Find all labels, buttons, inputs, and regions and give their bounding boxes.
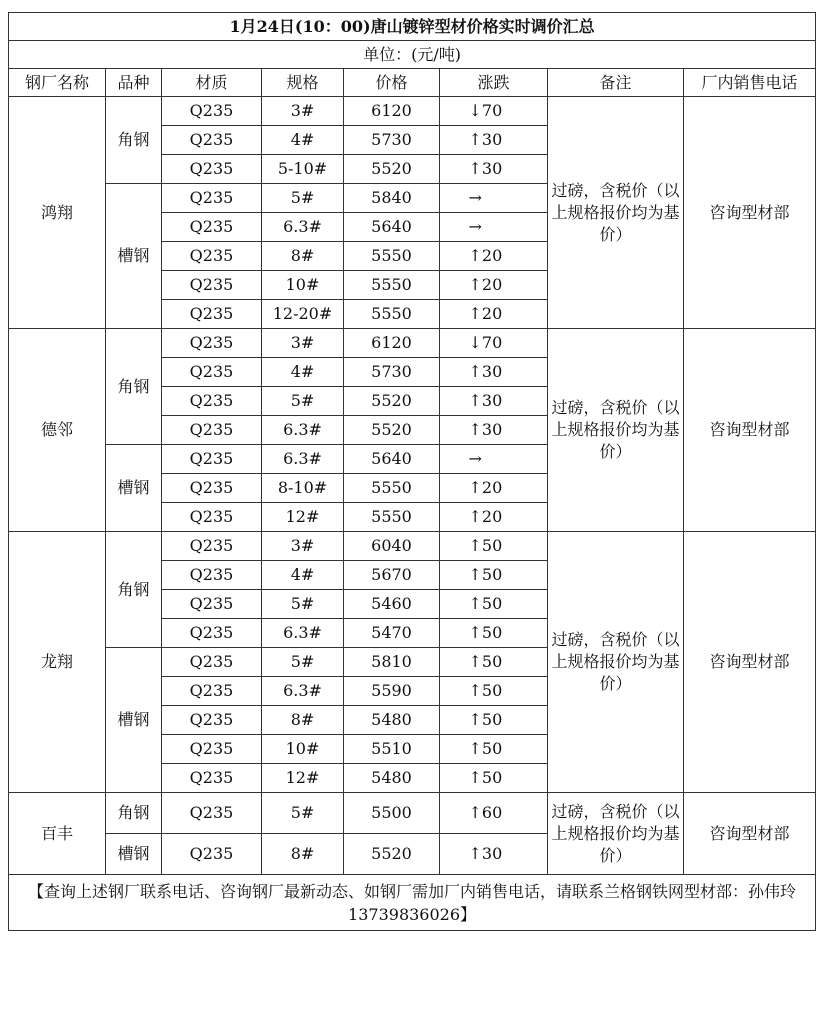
header-change: 涨跌: [440, 69, 548, 97]
variety-cell: 槽钢: [106, 445, 162, 532]
price-cell: 6120: [344, 329, 440, 358]
change-value: →: [468, 188, 482, 207]
mill-name: 鸿翔: [9, 97, 106, 329]
change-cell: [440, 155, 548, 184]
change-value: ↑50: [468, 710, 503, 729]
change-value: ↓70: [468, 333, 503, 352]
spec-cell: 10#: [262, 735, 344, 764]
change-value: ↑50: [468, 594, 503, 613]
change-cell: [440, 416, 548, 445]
phone-cell: 咨询型材部: [684, 532, 816, 793]
footer-contact-note: 【查询上述钢厂联系电话、咨询钢厂最新动态、如钢厂需加厂内销售电话，请联系兰格钢铁网型材部：孙伟玲13739836026】: [9, 875, 816, 931]
price-cell: 5520: [344, 416, 440, 445]
change-cell: [440, 706, 548, 735]
spec-cell: 6.3#: [262, 619, 344, 648]
table-title: 1月24日(10：00)唐山镀锌型材价格实时调价汇总: [9, 13, 816, 41]
change-value: ↓70: [468, 101, 503, 120]
change-value: ↑20: [468, 478, 503, 497]
change-cell: [440, 97, 548, 126]
spec-cell: 4#: [262, 561, 344, 590]
phone-cell: 咨询型材部: [684, 329, 816, 532]
header-spec: 规格: [262, 69, 344, 97]
price-cell: 6120: [344, 97, 440, 126]
unit-label: 单位：(元/吨): [9, 41, 816, 69]
price-table: [8, 12, 816, 931]
header-mill: 钢厂名称: [9, 69, 106, 97]
price-cell: 5840: [344, 184, 440, 213]
change-cell: [440, 532, 548, 561]
variety-cell: 槽钢: [106, 184, 162, 329]
change-value: ↑30: [468, 159, 503, 178]
change-value: ↑50: [468, 565, 503, 584]
change-value: ↑20: [468, 275, 503, 294]
header-price: 价格: [344, 69, 440, 97]
change-cell: [440, 358, 548, 387]
mill-name: 龙翔: [9, 532, 106, 793]
change-cell: [440, 793, 548, 834]
material-cell: Q235: [162, 445, 262, 474]
price-cell: 5480: [344, 764, 440, 793]
change-value: ↑20: [468, 246, 503, 265]
price-cell: 5670: [344, 561, 440, 590]
price-cell: 5470: [344, 619, 440, 648]
material-cell: Q235: [162, 532, 262, 561]
table-row: [9, 793, 816, 834]
price-cell: 5550: [344, 474, 440, 503]
change-cell: [440, 387, 548, 416]
material-cell: Q235: [162, 648, 262, 677]
price-cell: 5460: [344, 590, 440, 619]
spec-cell: 3#: [262, 532, 344, 561]
spec-cell: 12#: [262, 503, 344, 532]
material-cell: Q235: [162, 735, 262, 764]
price-cell: 5550: [344, 503, 440, 532]
change-cell: [440, 126, 548, 155]
material-cell: Q235: [162, 706, 262, 735]
phone-cell: 咨询型材部: [684, 97, 816, 329]
spec-cell: 6.3#: [262, 677, 344, 706]
price-cell: 5640: [344, 213, 440, 242]
header-phone: 厂内销售电话: [684, 69, 816, 97]
spec-cell: 3#: [262, 329, 344, 358]
spec-cell: 6.3#: [262, 213, 344, 242]
header-row: [9, 69, 816, 97]
price-cell: 5590: [344, 677, 440, 706]
variety-cell: 角钢: [106, 532, 162, 648]
spec-cell: 10#: [262, 271, 344, 300]
material-cell: Q235: [162, 387, 262, 416]
spec-cell: 5#: [262, 387, 344, 416]
header-note: 备注: [548, 69, 684, 97]
material-cell: Q235: [162, 834, 262, 875]
spec-cell: 8-10#: [262, 474, 344, 503]
material-cell: Q235: [162, 126, 262, 155]
material-cell: Q235: [162, 242, 262, 271]
change-cell: [440, 184, 548, 213]
change-value: ↑50: [468, 739, 503, 758]
spec-cell: 5#: [262, 648, 344, 677]
phone-cell: 咨询型材部: [684, 793, 816, 875]
change-value: ↑20: [468, 304, 503, 323]
spec-cell: 4#: [262, 358, 344, 387]
change-value: ↑50: [468, 652, 503, 671]
change-cell: [440, 619, 548, 648]
material-cell: Q235: [162, 358, 262, 387]
spec-cell: 4#: [262, 126, 344, 155]
spec-cell: 8#: [262, 706, 344, 735]
note-cell: 过磅，含税价（以上规格报价均为基价）: [548, 793, 684, 875]
table-row: [9, 97, 816, 126]
spec-cell: 5-10#: [262, 155, 344, 184]
price-cell: 5480: [344, 706, 440, 735]
price-cell: 5640: [344, 445, 440, 474]
variety-cell: 槽钢: [106, 648, 162, 793]
note-cell: 过磅，含税价（以上规格报价均为基价）: [548, 532, 684, 793]
variety-cell: 角钢: [106, 97, 162, 184]
header-variety: 品种: [106, 69, 162, 97]
price-summary-sheet: [8, 12, 815, 931]
spec-cell: 12#: [262, 764, 344, 793]
change-cell: [440, 648, 548, 677]
change-value: ↑60: [468, 803, 503, 822]
variety-cell: 角钢: [106, 329, 162, 445]
change-cell: [440, 474, 548, 503]
mill-name: 德邻: [9, 329, 106, 532]
spec-cell: 5#: [262, 184, 344, 213]
change-cell: [440, 445, 548, 474]
price-cell: 5550: [344, 300, 440, 329]
change-value: ↑30: [468, 844, 503, 863]
material-cell: Q235: [162, 155, 262, 184]
price-cell: 5520: [344, 834, 440, 875]
material-cell: Q235: [162, 97, 262, 126]
change-cell: [440, 735, 548, 764]
spec-cell: 8#: [262, 242, 344, 271]
price-cell: 5500: [344, 793, 440, 834]
table-row: [9, 329, 816, 358]
header-material: 材质: [162, 69, 262, 97]
change-cell: [440, 271, 548, 300]
price-cell: 5730: [344, 126, 440, 155]
price-cell: 5520: [344, 155, 440, 184]
material-cell: Q235: [162, 474, 262, 503]
spec-cell: 5#: [262, 793, 344, 834]
material-cell: Q235: [162, 416, 262, 445]
material-cell: Q235: [162, 503, 262, 532]
table-row: [9, 532, 816, 561]
material-cell: Q235: [162, 677, 262, 706]
change-cell: [440, 677, 548, 706]
change-cell: [440, 503, 548, 532]
material-cell: Q235: [162, 300, 262, 329]
spec-cell: 8#: [262, 834, 344, 875]
price-cell: 5520: [344, 387, 440, 416]
material-cell: Q235: [162, 184, 262, 213]
change-value: →: [468, 449, 482, 468]
material-cell: Q235: [162, 793, 262, 834]
price-cell: 5810: [344, 648, 440, 677]
change-cell: [440, 213, 548, 242]
change-cell: [440, 590, 548, 619]
price-cell: 5550: [344, 271, 440, 300]
spec-cell: 6.3#: [262, 416, 344, 445]
change-value: ↑30: [468, 391, 503, 410]
change-cell: [440, 561, 548, 590]
change-value: ↑30: [468, 362, 503, 381]
spec-cell: 12-20#: [262, 300, 344, 329]
change-value: ↑30: [468, 130, 503, 149]
mill-name: 百丰: [9, 793, 106, 875]
variety-cell: 角钢: [106, 793, 162, 834]
change-cell: [440, 300, 548, 329]
material-cell: Q235: [162, 764, 262, 793]
change-cell: [440, 764, 548, 793]
price-cell: 6040: [344, 532, 440, 561]
change-value: ↑50: [468, 536, 503, 555]
material-cell: Q235: [162, 561, 262, 590]
change-value: ↑30: [468, 420, 503, 439]
variety-cell: 槽钢: [106, 834, 162, 875]
price-cell: 5510: [344, 735, 440, 764]
note-cell: 过磅，含税价（以上规格报价均为基价）: [548, 329, 684, 532]
material-cell: Q235: [162, 329, 262, 358]
material-cell: Q235: [162, 271, 262, 300]
material-cell: Q235: [162, 213, 262, 242]
spec-cell: 5#: [262, 590, 344, 619]
change-value: ↑50: [468, 768, 503, 787]
change-value: ↑20: [468, 507, 503, 526]
change-value: ↑50: [468, 623, 503, 642]
price-cell: 5730: [344, 358, 440, 387]
change-cell: [440, 329, 548, 358]
spec-cell: 3#: [262, 97, 344, 126]
material-cell: Q235: [162, 590, 262, 619]
change-value: ↑50: [468, 681, 503, 700]
change-cell: [440, 834, 548, 875]
price-cell: 5550: [344, 242, 440, 271]
change-value: →: [468, 217, 482, 236]
change-cell: [440, 242, 548, 271]
material-cell: Q235: [162, 619, 262, 648]
note-cell: 过磅，含税价（以上规格报价均为基价）: [548, 97, 684, 329]
spec-cell: 6.3#: [262, 445, 344, 474]
